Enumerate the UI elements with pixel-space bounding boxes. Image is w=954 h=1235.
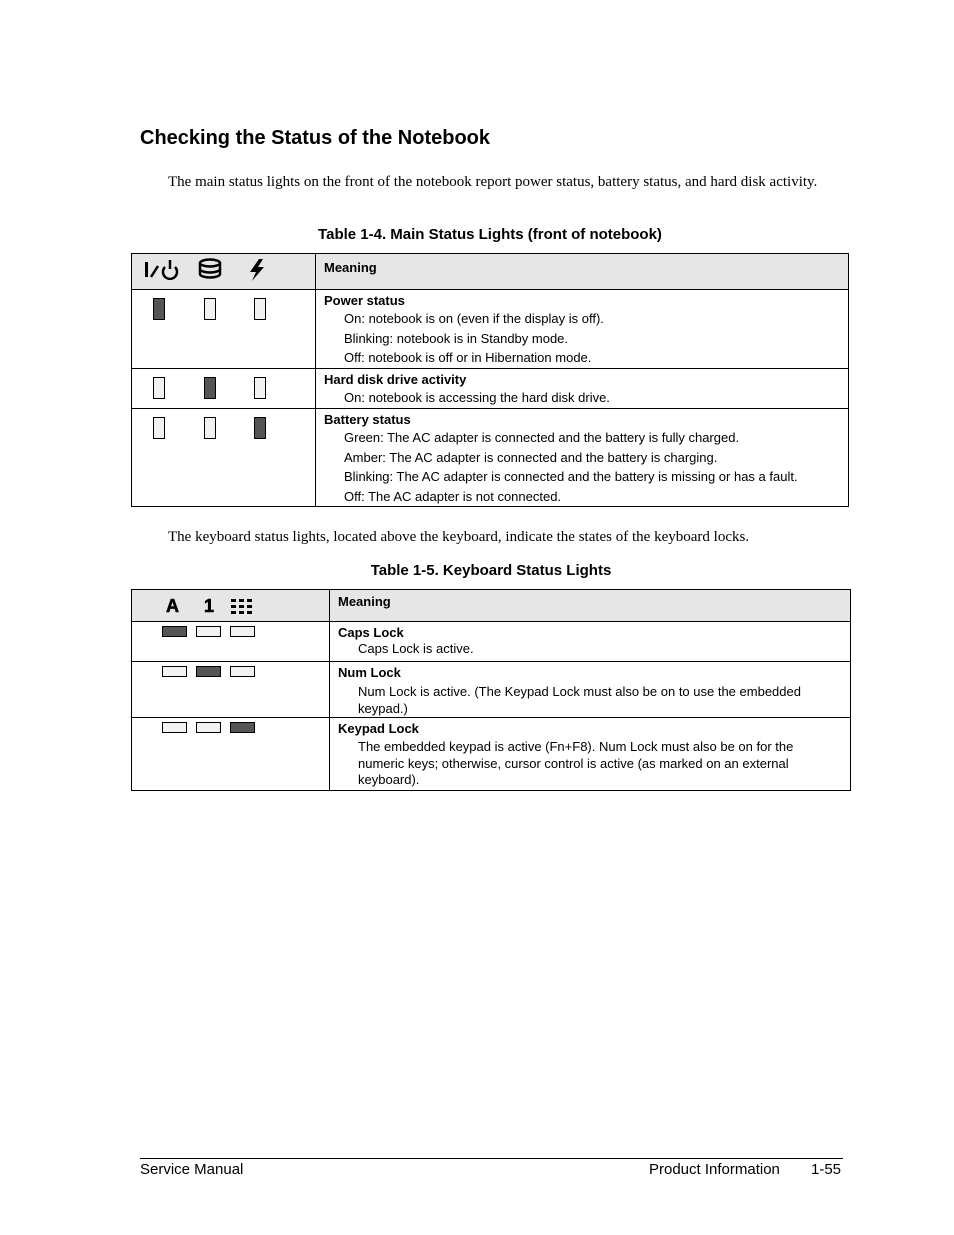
row-line: Blinking: notebook is in Standby mode.: [344, 330, 569, 346]
meaning-cell: [330, 622, 851, 662]
meaning-cell: [316, 409, 849, 507]
light-indicators: [132, 369, 316, 409]
row-title: Power status: [324, 293, 405, 308]
disk-led-off: [204, 417, 216, 439]
table-row: [132, 409, 849, 507]
table-caption: Table 1-5. Keyboard Status Lights: [370, 562, 612, 579]
battery-led-off: [254, 298, 266, 320]
page-title: Checking the Status of the Notebook: [140, 127, 491, 149]
keyboard-status-lights-table: [131, 589, 851, 791]
icon-header-cell: [132, 590, 330, 622]
light-indicators: [132, 290, 316, 369]
power-led-off: [153, 377, 165, 399]
intro-paragraph: The main status lights on the front of the notebook report power status, battery status, and hard disk activity.: [168, 174, 818, 190]
icon-header-cell: [132, 254, 316, 290]
row-line: Blinking: The AC adapter is connected and the battery is missing or has a fault.: [344, 469, 798, 484]
table-header-row: [132, 590, 851, 622]
num-led-on: [196, 666, 221, 677]
table-caption: Table 1-4. Main Status Lights (front of notebook): [318, 226, 662, 243]
row-line: On: notebook is on (even if the display is off).: [344, 311, 604, 326]
row-title: Keypad Lock: [338, 721, 419, 736]
power-led-on: [153, 298, 165, 320]
table-row: [132, 369, 849, 409]
num-lock-icon: 1: [204, 596, 215, 616]
meaning-header: Meaning: [316, 254, 849, 290]
num-led-off: [196, 722, 221, 733]
table-row: [132, 622, 851, 662]
table-row: [132, 718, 851, 791]
page-number: 1-55: [811, 1161, 842, 1178]
meaning-cell: [316, 290, 849, 369]
row-line: Amber: The AC adapter is connected and the battery is charging.: [344, 449, 718, 465]
disk-led-on: [204, 377, 216, 399]
main-status-lights-table: [131, 253, 849, 507]
caps-led-off: [162, 666, 187, 677]
row-title: Num Lock: [338, 665, 401, 680]
footer-section-title: Product Information: [649, 1161, 780, 1178]
caps-led-off: [162, 722, 187, 733]
row-line: Caps Lock is active.: [358, 641, 474, 656]
power-led-off: [153, 417, 165, 439]
disk-led-off: [204, 298, 216, 320]
table-row: [132, 290, 849, 369]
hard-disk-icon: [198, 258, 224, 280]
battery-bolt-icon: [247, 258, 267, 282]
row-title: Battery status: [324, 412, 411, 427]
footer-manual-title: Service Manual: [140, 1161, 244, 1178]
battery-led-off: [254, 377, 266, 399]
row-line: Num Lock is active. (The Keypad Lock must also be on to use the embedded keypad.): [358, 684, 801, 716]
footer-rule: [140, 1158, 843, 1159]
power-icon: [143, 258, 183, 280]
meaning-cell: [330, 718, 851, 791]
light-indicators: [132, 622, 330, 662]
num-led-off: [196, 626, 221, 637]
keypad-led-off: [230, 626, 255, 637]
light-indicators: [132, 662, 330, 718]
keypad-lock-icon: [230, 598, 254, 616]
meaning-cell: [330, 662, 851, 718]
meaning-header: Meaning: [330, 590, 851, 622]
light-indicators: [132, 718, 330, 791]
row-line: Green: The AC adapter is connected and the battery is fully charged.: [344, 430, 740, 445]
meaning-cell: [316, 369, 849, 409]
row-line: The embedded keypad is active (Fn+F8). Num Lock must also be on for the numeric keys; otherwise, cursor control is active (as marked on an external keyboard).: [358, 739, 794, 787]
light-indicators: [132, 409, 316, 507]
table-header-row: [132, 254, 849, 290]
caps-led-on: [162, 626, 187, 637]
row-title: Caps Lock: [338, 625, 404, 640]
keypad-led-off: [230, 666, 255, 677]
keypad-led-on: [230, 722, 255, 733]
row-line: On: notebook is accessing the hard disk drive.: [344, 390, 610, 405]
row-line: Off: notebook is off or in Hibernation mode.: [344, 350, 592, 365]
caps-lock-icon: A: [166, 596, 179, 616]
battery-led-on: [254, 417, 266, 439]
row-title: Hard disk drive activity: [324, 372, 467, 387]
row-line: Off: The AC adapter is not connected.: [344, 488, 562, 504]
table-row: [132, 662, 851, 718]
keyboard-intro-paragraph: The keyboard status lights, located above the keyboard, indicate the states of the keyboard locks.: [168, 529, 750, 545]
